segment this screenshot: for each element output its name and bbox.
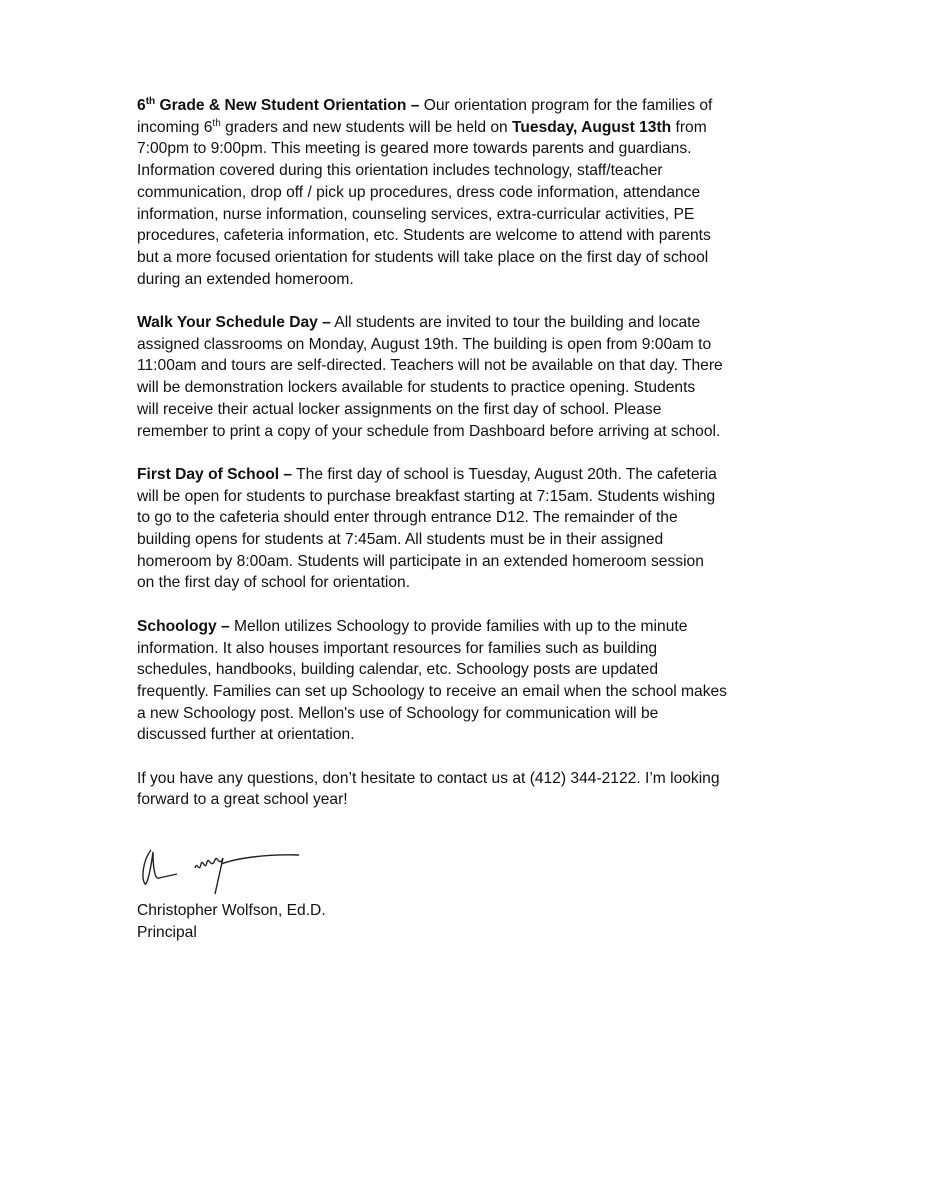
bold-text: First Day of School – <box>137 465 293 483</box>
text-segment: forward to a great school year! <box>137 791 348 809</box>
text-segment: a new Schoology post. Mellon's use of Schoology for communication will be <box>137 704 659 722</box>
text-segment: th <box>212 117 221 129</box>
text-segment: discussed further at orientation. <box>137 726 355 744</box>
text-segment: If you have any questions, don’t hesitate to contact us at (412) 344-2122. I’m looking <box>137 769 720 787</box>
text-segment: will be demonstration lockers available for students to practice opening. Students <box>137 379 696 397</box>
text-segment: from <box>671 118 707 136</box>
signer-title: Principal <box>137 923 197 941</box>
text-line <box>137 399 727 421</box>
text-line <box>137 355 727 377</box>
text-segment: but a more focused orientation for students will take place on the first day of school <box>137 248 709 266</box>
text-line <box>137 204 727 226</box>
text-line <box>137 681 727 703</box>
text-segment: procedures, cafeteria information, etc. Students are welcome to attend with parents <box>137 227 711 245</box>
text-line <box>137 269 727 291</box>
text-segment: will be open for students to purchase breakfast starting at 7:15am. Students wishing <box>137 487 716 505</box>
text-line <box>137 377 727 399</box>
text-segment: 7:00pm to 9:00pm. This meeting is geared more towards parents and guardians. <box>137 140 692 158</box>
text-segment: assigned classrooms on Monday, August 19th. The building is open from 9:00am to <box>137 335 712 353</box>
text-line <box>137 659 727 681</box>
text-segment: The first day of school is Tuesday, August 20th. The cafeteria <box>292 465 717 483</box>
first-day-paragraph <box>137 464 727 594</box>
text-line <box>137 138 727 160</box>
bold-text: Schoology – <box>137 617 230 635</box>
bold-text: Walk Your Schedule Day – <box>137 314 331 332</box>
text-segment: Mellon utilizes Schoology to provide families with up to the minute <box>229 617 688 635</box>
text-segment: All students are invited to tour the building and locate <box>330 314 701 332</box>
text-line <box>137 703 727 725</box>
text-segment: communication, drop off / pick up procedures, dress code information, attendance <box>137 183 701 201</box>
signature-block <box>137 900 326 943</box>
walk-your-schedule-paragraph <box>137 312 727 442</box>
text-line <box>137 334 727 356</box>
text-line <box>137 486 727 508</box>
text-line <box>137 638 727 660</box>
text-line <box>137 616 727 638</box>
contact-paragraph <box>137 768 727 811</box>
text-segment: building opens for students at 7:45am. All students must be in their assigned <box>137 531 664 549</box>
text-segment: will receive their actual locker assignments on the first day of school. Please <box>137 400 662 418</box>
text-line <box>137 724 727 746</box>
text-line <box>137 572 727 594</box>
signature <box>137 838 307 898</box>
text-segment: to go to the cafeteria should enter through entrance D12. The remainder of the <box>137 509 678 527</box>
bold-text: Grade & New Student Orientation – <box>155 97 420 114</box>
bold-text: 6 <box>137 97 146 114</box>
text-segment: information. It also houses important resources for families such as building <box>137 639 658 657</box>
text-segment: during an extended homeroom. <box>137 270 354 288</box>
bold-text: th <box>145 96 156 107</box>
text-line <box>137 421 727 443</box>
text-line <box>137 247 727 269</box>
text-segment: frequently. Families can set up Schoology to receive an email when the school makes <box>137 682 727 700</box>
orientation-paragraph <box>137 95 727 290</box>
text-line <box>137 117 727 139</box>
text-line <box>137 768 727 790</box>
text-line <box>137 312 727 334</box>
text-segment: Information covered during this orientation includes technology, staff/teacher <box>137 162 663 180</box>
text-segment: Our orientation program for the families of <box>419 97 713 114</box>
text-line <box>137 225 727 247</box>
text-line <box>137 529 727 551</box>
text-segment: graders and new students will be held on <box>220 118 513 136</box>
signer-name: Christopher Wolfson, Ed.D. <box>137 902 326 919</box>
text-line <box>137 182 727 204</box>
text-segment: incoming 6 <box>137 118 213 136</box>
text-line <box>137 160 727 182</box>
text-segment: homeroom by 8:00am. Students will participate in an extended homeroom session <box>137 552 704 570</box>
text-line <box>137 507 727 529</box>
text-line <box>137 551 727 573</box>
bold-text: Tuesday, August 13th <box>512 118 672 136</box>
text-line <box>137 95 727 117</box>
text-line <box>137 789 727 811</box>
letter-body <box>137 95 727 833</box>
text-line <box>137 464 727 486</box>
text-segment: 11:00am and tours are self-directed. Teachers will not be available on that day. There <box>137 357 723 375</box>
text-segment: remember to print a copy of your schedule from Dashboard before arriving at school. <box>137 422 721 440</box>
schoology-paragraph <box>137 616 727 746</box>
text-segment: information, nurse information, counseling services, extra-curricular activities, PE <box>137 205 695 223</box>
text-segment: on the first day of school for orientation. <box>137 574 411 592</box>
text-segment: schedules, handbooks, building calendar, etc. Schoology posts are updated <box>137 661 659 679</box>
